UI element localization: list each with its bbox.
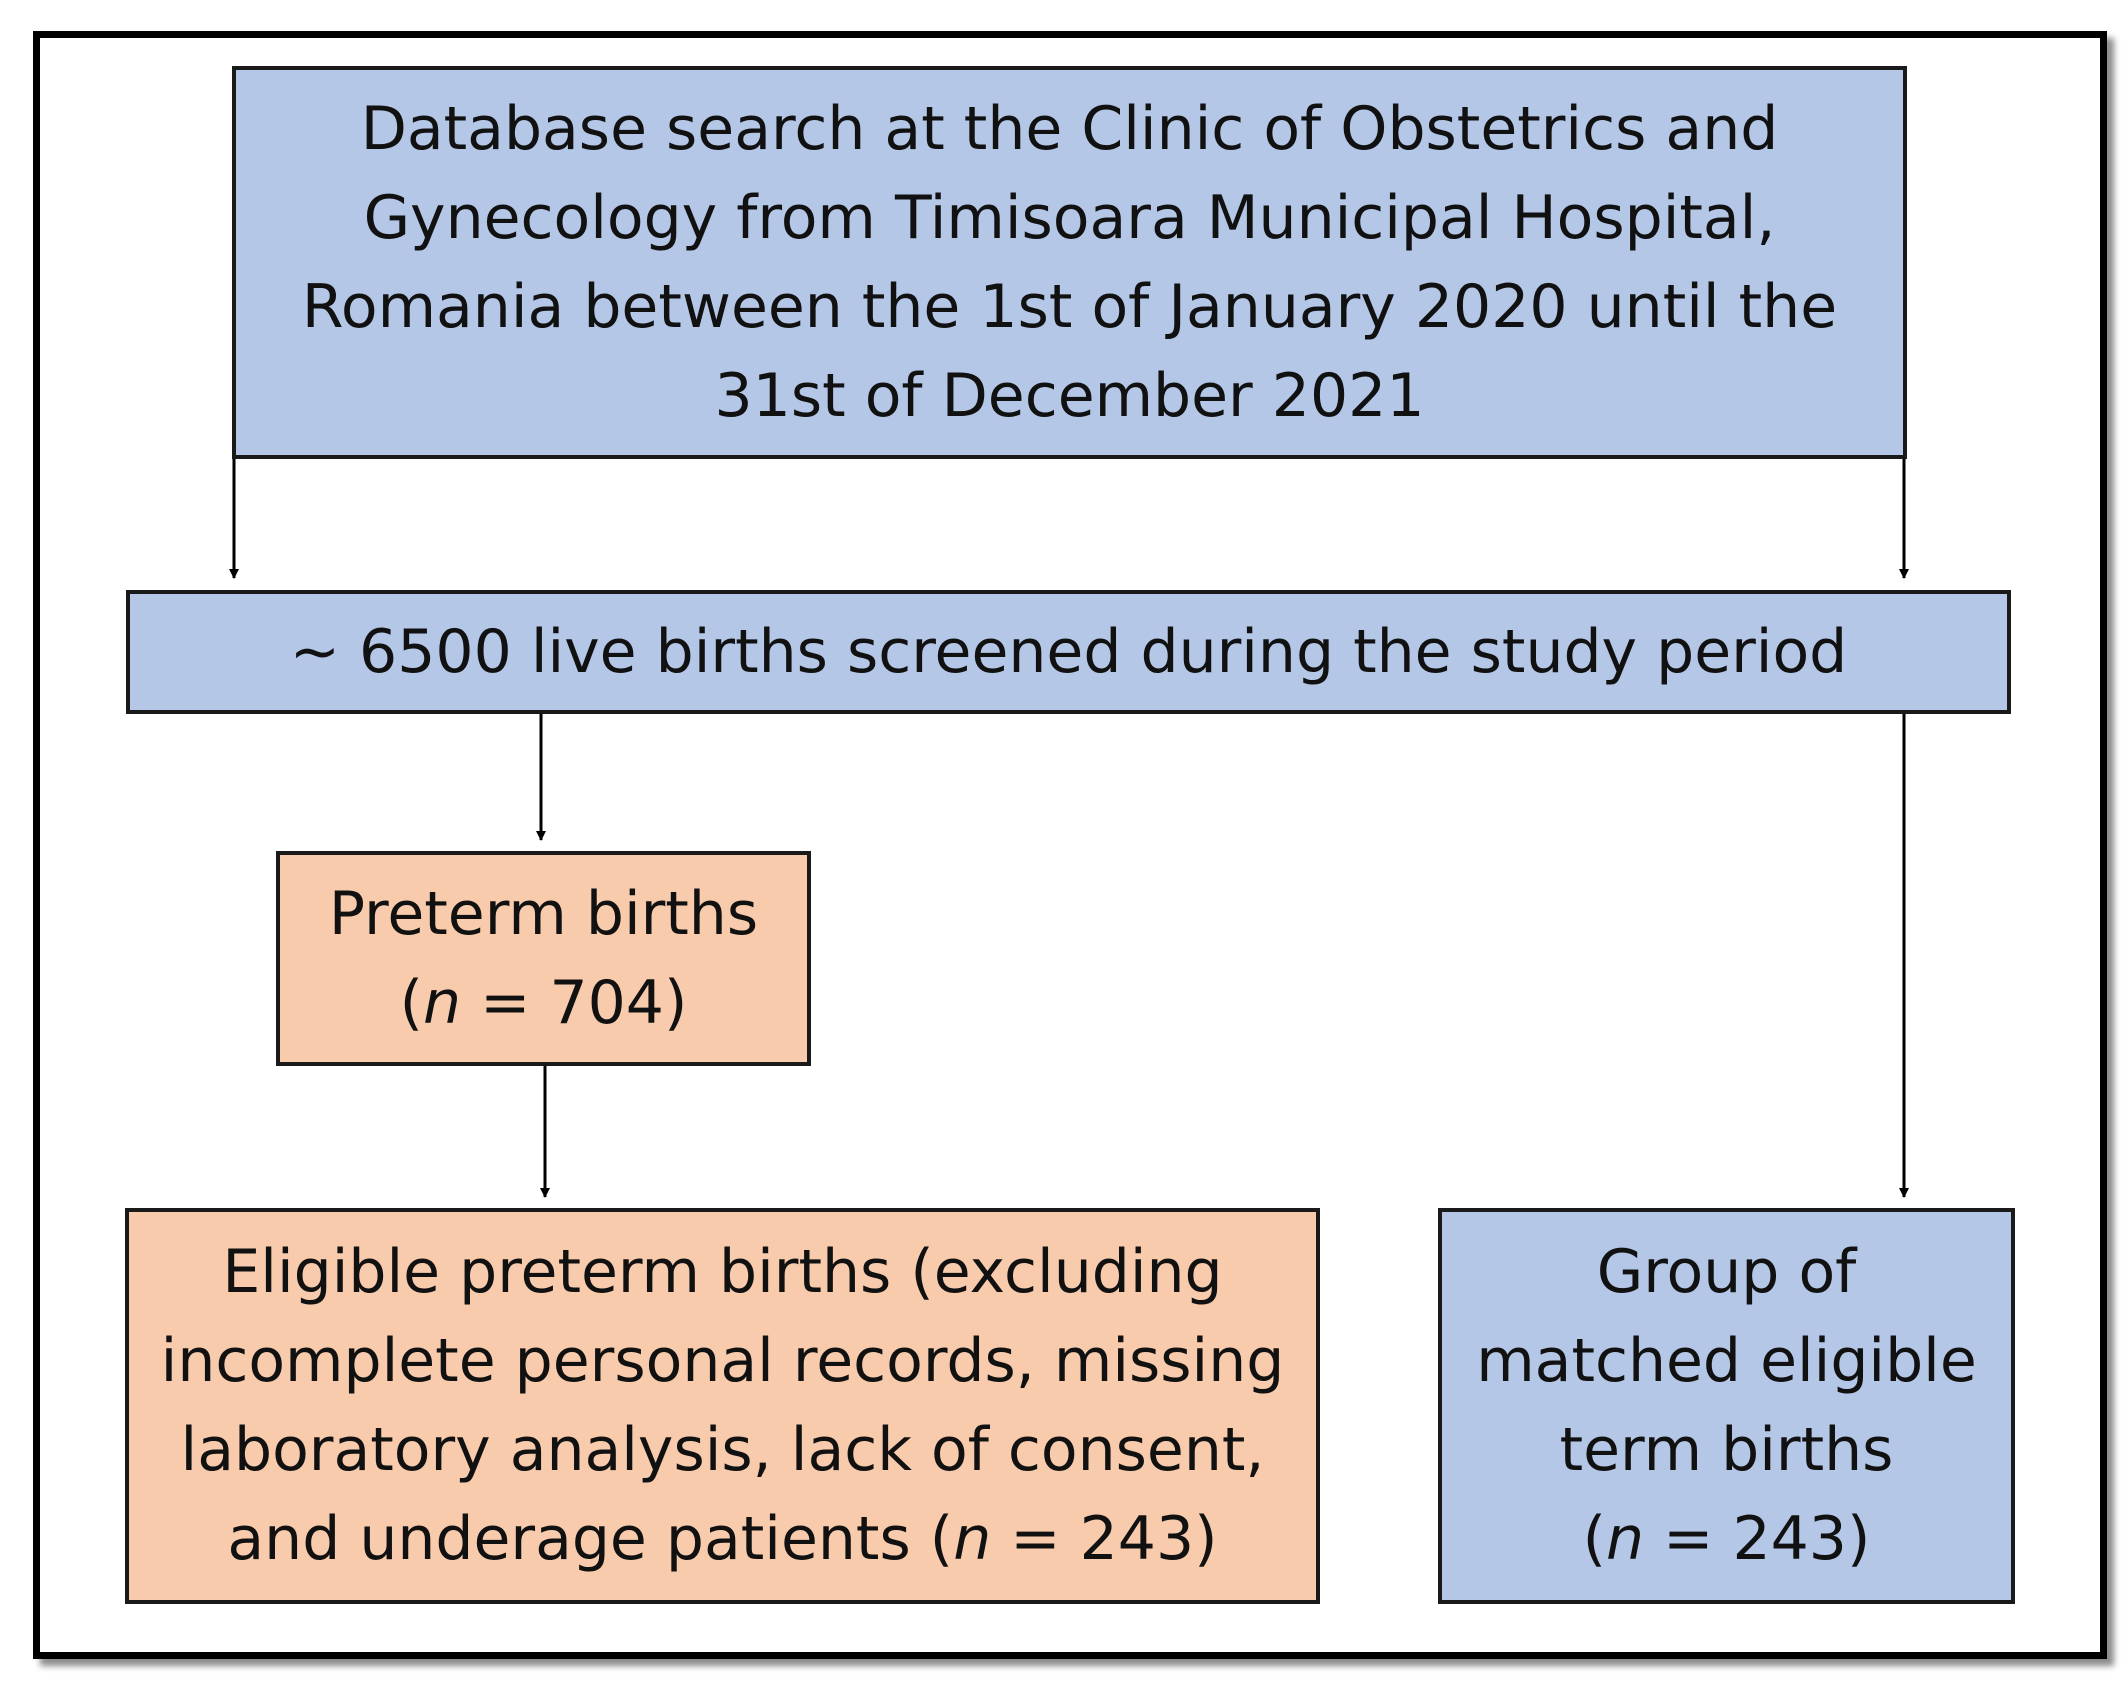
matched-term-line-3: term births: [1559, 1415, 1894, 1485]
eligible-preterm-line-2: incomplete personal records, missing: [160, 1326, 1285, 1396]
screened-births-box: [126, 590, 2011, 714]
screened-births-text: ~ 6500 live births screened during the study period: [289, 616, 1848, 687]
database-search-line-3: Romania between the 1st of January 2020 until the: [301, 271, 1838, 342]
database-search-line-1: Database search at the Clinic of Obstetrics and: [360, 93, 1779, 164]
preterm-births-count: (n = 704): [399, 967, 688, 1038]
matched-term-count: (n = 243): [1582, 1504, 1871, 1574]
matched-term-line-1: Group of: [1596, 1237, 1857, 1307]
database-search-line-4: 31st of December 2021: [714, 360, 1425, 431]
matched-term-line-2: matched eligible: [1476, 1326, 1977, 1396]
matched-term-box: [1438, 1208, 2015, 1604]
eligible-preterm-line-3: laboratory analysis, lack of consent,: [180, 1415, 1265, 1485]
eligible-preterm-line-4: and underage patients (n = 243): [227, 1504, 1218, 1574]
database-search-box: [232, 66, 1907, 459]
preterm-births-label: Preterm births: [328, 878, 759, 949]
preterm-births-box: [276, 851, 811, 1066]
database-search-line-2: Gynecology from Timisoara Municipal Hospital,: [363, 182, 1776, 253]
eligible-preterm-box: [125, 1208, 1320, 1604]
eligible-preterm-line-1: Eligible preterm births (excluding: [222, 1237, 1223, 1307]
